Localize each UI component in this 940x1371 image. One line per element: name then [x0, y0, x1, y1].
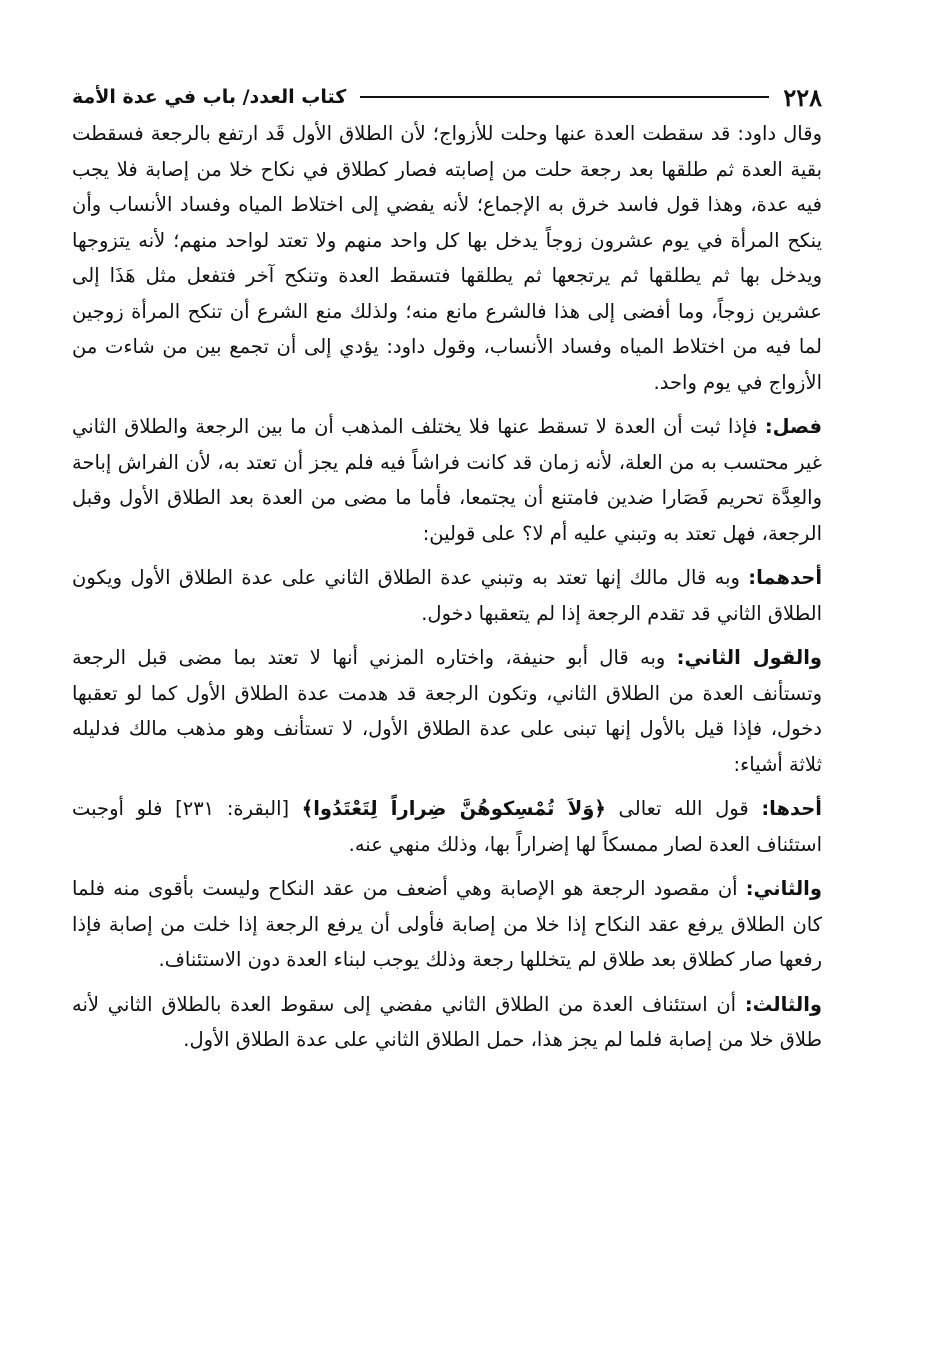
running-title: كتاب العدد/ باب في عدة الأمة	[72, 86, 347, 108]
lead-term: والقول الثاني:	[676, 646, 823, 669]
paragraph-text: أن مقصود الرجعة هو الإصابة وهي أضعف من عقد النكاح وليست بأقوى منه فلما كان الطلاق يرفع عقد النكاح إذا خلا من إصابة فأولى أن يرفع الرجعة إذا خلت من إصابة فإذا رفعها صار كطلاق بعد طلاق لم يتخللها رجعة وذلك يوجب لبناء العدة دون الاستئناف.	[72, 877, 822, 971]
paragraph-text: وبه قال أبو حنيفة، واختاره المزني أنها لا تعتد بما مضى قبل الرجعة وتستأنف العدة من الطلاق الثاني، وتكون الرجعة قد هدمت عدة الطلاق الأول كما لو تعقبها دخول، فإذا قيل بالأول إنها تبنى على عدة الطلاق الأول، لا تستأنف وهو مذهب مالك فدليله ثلاثة أشياء:	[72, 646, 822, 776]
book-page	[72, 78, 822, 1067]
lead-term: أحدهما:	[748, 566, 822, 589]
lead-term: والثالث:	[744, 992, 822, 1016]
paragraph-text: وبه قال مالك إنها تعتد به وتبني عدة الطلاق الثاني على عدة الطلاق الأول ويكون الطلاق الثاني قد تقدم الرجعة إذا لم يتعقبها دخول.	[72, 566, 822, 625]
paragraph-proof-two	[72, 871, 822, 978]
paragraph-text: قول الله تعالى	[605, 797, 762, 820]
paragraph-proof-three	[72, 987, 822, 1058]
page-header	[72, 78, 822, 116]
page-number: ٢٢٨	[783, 82, 822, 112]
paragraph-first-opinion	[72, 560, 822, 631]
paragraph-proof-one	[72, 791, 822, 862]
quran-verse: ﴿وَلاَ تُمْسِكوهُنَّ ضِراراً لِتَعْتَدُوا﴾	[301, 797, 606, 820]
paragraph-text: وقال داود: قد سقطت العدة عنها وحلت للأزواج؛ لأن الطلاق الأول قَد ارتفع بالرجعة فسقطت بقية العدة ثم طلقها بعد رجعة حلت من إصابته فصار كطلاق في نكاح خلا من إصابة فلا يجب فيه عدة، وهذا قول فاسد خرق به الإجماع؛ لأنه يفضي إلى اختلاط المياه وفساد الأنساب وأن ينكح المرأة في يوم عشرون زوجاً يدخل بها كل واحد منهم ولا تعتد لواحد منهم؛ لأنه يتزوجها ويدخل بها ثم يطلقها ثم يرتجعها ثم يطلقها فتسقط العدة وتنكح آخر فتفعل مثل هَذَا إلى عشرين زوجاً، وما أفضى إلى هذا فالشرع مانع منه؛ ولذلك منع الشرع أن تنكح المرأة زوجين لما فيه من اختلاط المياه وفساد الأنساب، وقول داود: يؤدي إلى أن تجمع بين من شاءت من الأزواج في يوم واحد.	[72, 122, 822, 394]
header-rule	[360, 96, 769, 98]
page-body	[72, 116, 822, 1058]
paragraph-text: أن استئناف العدة من الطلاق الثاني مفضي إلى سقوط العدة بالطلاق الثاني لأنه طلاق خلا من إصابة فلما لم يجز هذا، حمل الطلاق الثاني على عدة الطلاق الأول.	[72, 992, 822, 1051]
paragraph-second-opinion	[72, 640, 822, 782]
paragraph-fasl	[72, 409, 822, 551]
lead-term: والثاني:	[745, 877, 822, 900]
paragraph-text: فإذا ثبت أن العدة لا تسقط عنها فلا يختلف المذهب أن ما بين الرجعة والطلاق الثاني غير محتسب به من العلة، لأنه زمان قد كانت فراشاً فيه فلم يجز أن تعتد به، لأن الفراش إباحة والعِدَّة تحريم فَصَارا ضدين فامتنع أن يجتمعا، فأما ما مضى من العدة بعد الطلاق الأول وقبل الرجعة، فهل تعتد به وتبني عليه أم لا؟ على قولين:	[72, 415, 822, 545]
paragraph-dawud	[72, 116, 822, 400]
lead-term: أحدها:	[761, 797, 822, 820]
section-heading-fasl: فصل:	[764, 415, 822, 438]
paragraph-text: [البقرة: ٢٣١] فلو أوجبت استئناف العدة لصار ممسكاً لها إضراراً بها، وذلك منهي عنه.	[72, 797, 822, 856]
